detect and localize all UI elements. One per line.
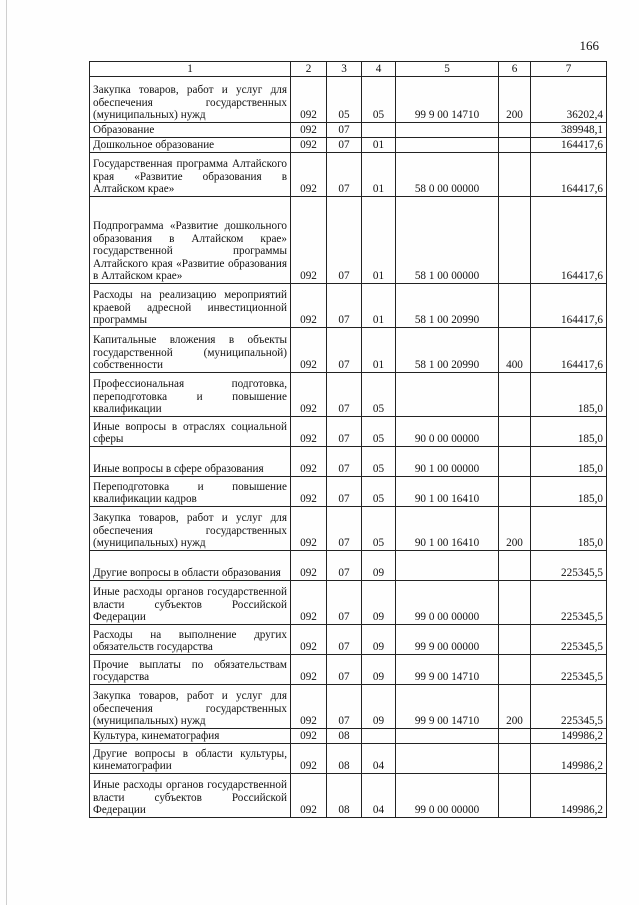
- row-amount-cell: 36202,4: [531, 77, 607, 123]
- row-code-cell: 092: [291, 507, 327, 551]
- budget-table: [89, 61, 607, 818]
- row-code-cell: 092: [291, 744, 327, 774]
- row-target-article-cell: [396, 373, 499, 417]
- row-code-cell: 092: [291, 685, 327, 729]
- row-code-cell: 092: [291, 729, 327, 744]
- row-section-cell: 08: [327, 744, 362, 774]
- row-code-cell: 092: [291, 328, 327, 373]
- row-name-cell: Другие вопросы в области культуры, кинематографии: [90, 744, 291, 774]
- row-section-cell: 07: [327, 197, 362, 284]
- row-amount-cell: 225345,5: [531, 625, 607, 655]
- row-amount-cell: 225345,5: [531, 551, 607, 581]
- row-name-cell: Иные вопросы в сфере образования: [90, 447, 291, 477]
- row-section-cell: 07: [327, 625, 362, 655]
- table-row: [90, 581, 607, 625]
- row-name-cell: Переподготовка и повышение квалификации кадров: [90, 477, 291, 507]
- row-target-article-cell: [396, 138, 499, 153]
- page-number: 166: [579, 38, 599, 53]
- row-code-cell: 092: [291, 477, 327, 507]
- table-row: [90, 447, 607, 477]
- row-expense-type-cell: [499, 153, 531, 197]
- row-code-cell: 092: [291, 551, 327, 581]
- row-code-cell: 092: [291, 123, 327, 138]
- row-code-cell: 092: [291, 447, 327, 477]
- row-subsection-cell: 01: [362, 153, 396, 197]
- row-expense-type-cell: 200: [499, 77, 531, 123]
- row-amount-cell: 389948,1: [531, 123, 607, 138]
- scan-edge: [6, 0, 7, 905]
- row-target-article-cell: 99 9 00 00000: [396, 625, 499, 655]
- row-code-cell: 092: [291, 77, 327, 123]
- row-target-article-cell: [396, 729, 499, 744]
- row-target-article-cell: 90 1 00 16410: [396, 477, 499, 507]
- row-subsection-cell: 05: [362, 77, 396, 123]
- row-section-cell: 07: [327, 284, 362, 328]
- row-target-article-cell: [396, 744, 499, 774]
- row-amount-cell: 185,0: [531, 477, 607, 507]
- row-section-cell: 08: [327, 774, 362, 818]
- header-col-4: 4: [362, 62, 396, 77]
- row-section-cell: 07: [327, 123, 362, 138]
- row-target-article-cell: 58 0 00 00000: [396, 153, 499, 197]
- row-code-cell: 092: [291, 284, 327, 328]
- row-amount-cell: 149986,2: [531, 774, 607, 818]
- row-section-cell: 07: [327, 153, 362, 197]
- row-subsection-cell: 01: [362, 328, 396, 373]
- row-subsection-cell: 01: [362, 284, 396, 328]
- row-expense-type-cell: [499, 123, 531, 138]
- row-expense-type-cell: [499, 625, 531, 655]
- row-target-article-cell: 99 9 00 14710: [396, 685, 499, 729]
- row-amount-cell: 185,0: [531, 417, 607, 447]
- row-section-cell: 07: [327, 477, 362, 507]
- row-subsection-cell: 01: [362, 138, 396, 153]
- table-row: [90, 284, 607, 328]
- row-expense-type-cell: [499, 655, 531, 685]
- row-target-article-cell: 58 1 00 00000: [396, 197, 499, 284]
- row-expense-type-cell: [499, 774, 531, 818]
- row-expense-type-cell: 400: [499, 328, 531, 373]
- row-name-cell: Капитальные вложения в объекты государственной (муниципальной) собственности: [90, 328, 291, 373]
- row-amount-cell: 149986,2: [531, 744, 607, 774]
- row-amount-cell: 164417,6: [531, 153, 607, 197]
- row-subsection-cell: 09: [362, 685, 396, 729]
- row-section-cell: 07: [327, 328, 362, 373]
- row-section-cell: 07: [327, 373, 362, 417]
- row-amount-cell: 225345,5: [531, 685, 607, 729]
- row-target-article-cell: 90 1 00 16410: [396, 507, 499, 551]
- row-expense-type-cell: [499, 447, 531, 477]
- row-subsection-cell: 05: [362, 507, 396, 551]
- row-subsection-cell: 05: [362, 373, 396, 417]
- row-target-article-cell: 90 0 00 00000: [396, 417, 499, 447]
- row-subsection-cell: [362, 123, 396, 138]
- row-expense-type-cell: [499, 729, 531, 744]
- table-row: [90, 417, 607, 447]
- row-amount-cell: 164417,6: [531, 284, 607, 328]
- row-name-cell: Образование: [90, 123, 291, 138]
- table-row: [90, 373, 607, 417]
- row-target-article-cell: [396, 123, 499, 138]
- row-amount-cell: 185,0: [531, 507, 607, 551]
- row-expense-type-cell: [499, 373, 531, 417]
- row-subsection-cell: 05: [362, 447, 396, 477]
- row-expense-type-cell: [499, 417, 531, 447]
- row-subsection-cell: 09: [362, 625, 396, 655]
- header-col-7: 7: [531, 62, 607, 77]
- row-code-cell: 092: [291, 655, 327, 685]
- row-target-article-cell: 99 0 00 00000: [396, 774, 499, 818]
- table-row: [90, 729, 607, 744]
- row-name-cell: Закупка товаров, работ и услуг для обеспечения государственных (муниципальных) нужд: [90, 77, 291, 123]
- row-subsection-cell: 05: [362, 417, 396, 447]
- row-subsection-cell: 09: [362, 581, 396, 625]
- row-target-article-cell: 58 1 00 20990: [396, 328, 499, 373]
- row-code-cell: 092: [291, 373, 327, 417]
- table-row: [90, 655, 607, 685]
- row-code-cell: 092: [291, 197, 327, 284]
- row-code-cell: 092: [291, 153, 327, 197]
- row-target-article-cell: 99 9 00 14710: [396, 77, 499, 123]
- header-col-1: 1: [90, 62, 291, 77]
- header-col-6: 6: [499, 62, 531, 77]
- row-expense-type-cell: [499, 477, 531, 507]
- row-expense-type-cell: 200: [499, 685, 531, 729]
- row-target-article-cell: 58 1 00 20990: [396, 284, 499, 328]
- table-row: [90, 744, 607, 774]
- row-amount-cell: 185,0: [531, 447, 607, 477]
- table-row: [90, 774, 607, 818]
- row-name-cell: Профессиональная подготовка, переподготовка и повышение квалификации: [90, 373, 291, 417]
- row-target-article-cell: [396, 551, 499, 581]
- table-body: [90, 77, 607, 818]
- table-row: [90, 328, 607, 373]
- row-expense-type-cell: [499, 744, 531, 774]
- row-amount-cell: 164417,6: [531, 197, 607, 284]
- table-row: [90, 153, 607, 197]
- table-row: [90, 123, 607, 138]
- row-expense-type-cell: [499, 197, 531, 284]
- row-amount-cell: 185,0: [531, 373, 607, 417]
- table-row: [90, 551, 607, 581]
- row-section-cell: 07: [327, 655, 362, 685]
- row-name-cell: Закупка товаров, работ и услуг для обеспечения государственных (муниципальных) нужд: [90, 685, 291, 729]
- header-col-2: 2: [291, 62, 327, 77]
- row-section-cell: 07: [327, 551, 362, 581]
- row-subsection-cell: 01: [362, 197, 396, 284]
- row-expense-type-cell: [499, 551, 531, 581]
- table-row: [90, 77, 607, 123]
- row-code-cell: 092: [291, 774, 327, 818]
- row-subsection-cell: 05: [362, 477, 396, 507]
- header-col-3: 3: [327, 62, 362, 77]
- table-header-row: [90, 62, 607, 77]
- row-name-cell: Закупка товаров, работ и услуг для обеспечения государственных (муниципальных) нужд: [90, 507, 291, 551]
- row-subsection-cell: 04: [362, 774, 396, 818]
- row-target-article-cell: 90 1 00 00000: [396, 447, 499, 477]
- row-name-cell: Расходы на реализацию мероприятий краевой адресной инвестиционной программы: [90, 284, 291, 328]
- row-expense-type-cell: 200: [499, 507, 531, 551]
- row-section-cell: 05: [327, 77, 362, 123]
- row-section-cell: 07: [327, 138, 362, 153]
- row-amount-cell: 225345,5: [531, 581, 607, 625]
- row-target-article-cell: 99 0 00 00000: [396, 581, 499, 625]
- row-section-cell: 07: [327, 447, 362, 477]
- row-amount-cell: 149986,2: [531, 729, 607, 744]
- row-expense-type-cell: [499, 581, 531, 625]
- table-row: [90, 507, 607, 551]
- row-name-cell: Иные расходы органов государственной власти субъектов Российской Федерации: [90, 581, 291, 625]
- row-section-cell: 07: [327, 581, 362, 625]
- row-code-cell: 092: [291, 625, 327, 655]
- row-subsection-cell: [362, 729, 396, 744]
- row-name-cell: Дошкольное образование: [90, 138, 291, 153]
- row-section-cell: 07: [327, 417, 362, 447]
- header-col-5: 5: [396, 62, 499, 77]
- row-code-cell: 092: [291, 138, 327, 153]
- row-amount-cell: 164417,6: [531, 328, 607, 373]
- row-section-cell: 07: [327, 507, 362, 551]
- table-row: [90, 685, 607, 729]
- row-name-cell: Государственная программа Алтайского края «Развитие образования в Алтайском крае»: [90, 153, 291, 197]
- row-name-cell: Расходы на выполнение других обязательств государства: [90, 625, 291, 655]
- row-expense-type-cell: [499, 284, 531, 328]
- table-row: [90, 197, 607, 284]
- row-subsection-cell: 09: [362, 551, 396, 581]
- row-code-cell: 092: [291, 417, 327, 447]
- row-name-cell: Иные вопросы в отраслях социальной сферы: [90, 417, 291, 447]
- row-amount-cell: 164417,6: [531, 138, 607, 153]
- table-row: [90, 477, 607, 507]
- row-amount-cell: 225345,5: [531, 655, 607, 685]
- table-row: [90, 138, 607, 153]
- row-subsection-cell: 04: [362, 744, 396, 774]
- row-name-cell: Подпрограмма «Развитие дошкольного образования в Алтайском крае» государственной программы Алтайского края «Развитие образования в Алтайском крае»: [90, 197, 291, 284]
- row-section-cell: 08: [327, 729, 362, 744]
- row-name-cell: Прочие выплаты по обязательствам государства: [90, 655, 291, 685]
- row-name-cell: Культура, кинематография: [90, 729, 291, 744]
- row-code-cell: 092: [291, 581, 327, 625]
- row-name-cell: Иные расходы органов государственной власти субъектов Российской Федерации: [90, 774, 291, 818]
- row-subsection-cell: 09: [362, 655, 396, 685]
- row-section-cell: 07: [327, 685, 362, 729]
- table-row: [90, 625, 607, 655]
- row-expense-type-cell: [499, 138, 531, 153]
- row-name-cell: Другие вопросы в области образования: [90, 551, 291, 581]
- row-target-article-cell: 99 9 00 14710: [396, 655, 499, 685]
